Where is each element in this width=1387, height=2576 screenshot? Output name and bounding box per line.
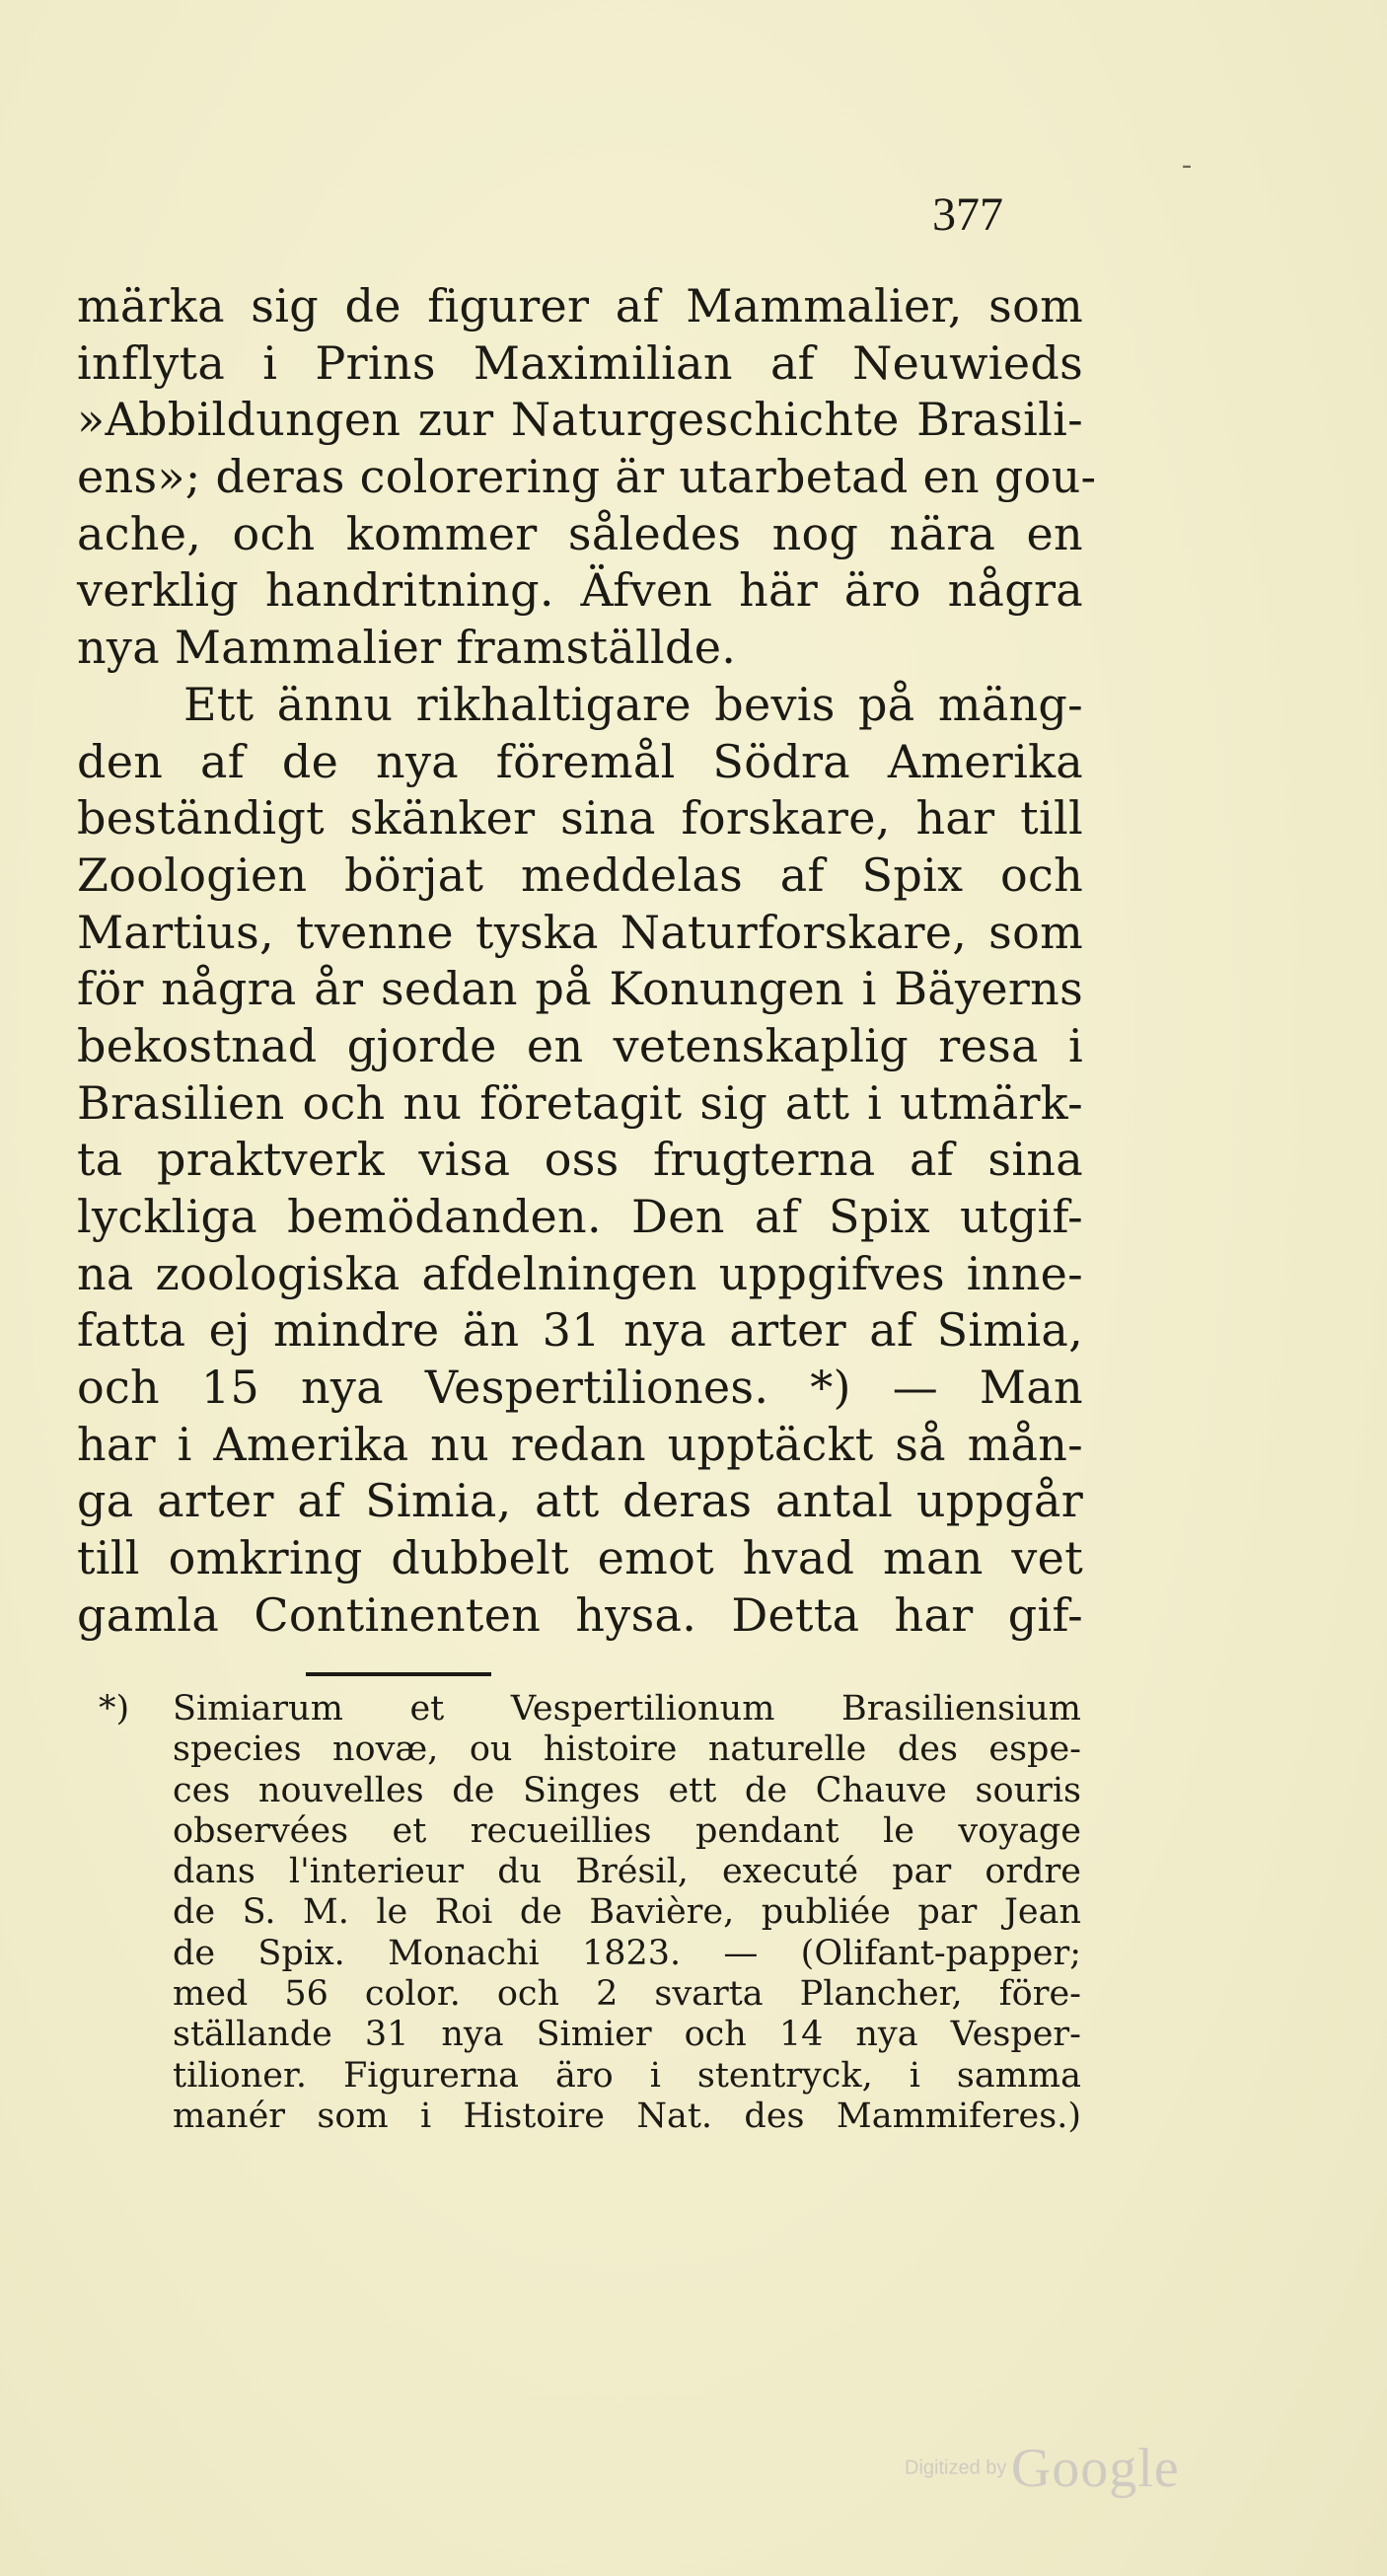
body-line: verklig handritning. Äfven här äro några [77, 563, 1083, 618]
body-line: till omkring dubbelt emot hvad man vet [77, 1531, 1083, 1585]
page-number: 377 [932, 188, 1003, 241]
body-line: beständigt skänker sina forskare, har till [77, 791, 1083, 846]
body-line: ache, och kommer således nog nära en [77, 506, 1083, 560]
body-line: den af de nya föremål Södra Amerika [77, 734, 1083, 788]
body-line: Martius, tvenne tyska Naturforskare, som [77, 905, 1083, 959]
body-line: ga arter af Simia, att deras antal uppgår [77, 1474, 1083, 1528]
footnote-divider [306, 1672, 491, 1676]
watermark-prefix: Digitized by [905, 2457, 1007, 2479]
body-line: »Abbildungen zur Naturgeschichte Brasili- [77, 393, 1083, 447]
footnote-line: tilioner. Figurerna äro i stentryck, i samma [173, 2055, 1081, 2096]
footnote-line: manér som i Histoire Nat. des Mammiferes.) [173, 2096, 1081, 2136]
body-text [77, 278, 1097, 1645]
footnote-line-text: Simiarum et Vespertilionum Brasiliensium [173, 1689, 1081, 1729]
body-line: märka sig de figurer af Mammalier, som [77, 279, 1083, 332]
footnote-line [99, 1689, 1081, 1730]
footnote-line: observées et recueillies pendant le voyage [173, 1810, 1081, 1851]
footnote-line: ces nouvelles de Singes ett de Chauve souris [173, 1770, 1081, 1810]
body-line: na zoologiska afdelningen uppgifves inne- [77, 1246, 1083, 1300]
google-logo: Google [1010, 2438, 1180, 2499]
body-line: gamla Continenten hysa. Detta har gif- [77, 1587, 1083, 1642]
footnote-line: dans l'interieur du Brésil, executé par ordre [173, 1852, 1081, 1892]
footnote-marker: *) [99, 1689, 130, 1729]
body-line: har i Amerika nu redan upptäckt så mån- [77, 1417, 1083, 1471]
body-line: ta praktverk visa oss frugterna af sina [77, 1133, 1083, 1187]
footnote-line: ställande 31 nya Simier och 14 nya Vesper- [173, 2015, 1081, 2055]
body-line: bekostnad gjorde en vetenskaplig resa i [77, 1018, 1083, 1072]
body-line: lyckliga bemödanden. Den af Spix utgif- [77, 1190, 1083, 1243]
body-line: Ett ännu rikhaltigare bevis på mäng- [183, 677, 1083, 731]
body-line: för några år sedan på Konungen i Bäyerns [77, 962, 1083, 1016]
body-line: Zoologien börjat meddelas af Spix och [77, 847, 1083, 902]
body-line: ens»; deras colorering är utarbetad en gou- [77, 450, 1097, 504]
digitized-by-watermark [905, 2437, 1180, 2500]
footnote-line: species novæ, ou histoire naturelle des espe- [173, 1730, 1081, 1770]
footnote-line: de Spix. Monachi 1823. — (Olifant-papper; [173, 1933, 1081, 1973]
body-line: Brasilien och nu företagit sig att i utmärk- [77, 1075, 1083, 1130]
body-line: inflyta i Prins Maximilian af Neuwieds [77, 335, 1083, 390]
footnote-line: de S. M. le Roi de Bavière, publiée par Jean [173, 1892, 1081, 1933]
body-line: fatta ej mindre än 31 nya arter af Simia, [77, 1303, 1083, 1358]
body-line: och 15 nya Vespertiliones. *) — Man [77, 1361, 1083, 1415]
footnote-line: med 56 color. och 2 svarta Plancher, före- [173, 1974, 1081, 2015]
stray-mark-top-right: - [1182, 148, 1192, 181]
footnote [99, 1689, 1081, 2137]
body-line: nya Mammalier framställde. [77, 621, 737, 675]
